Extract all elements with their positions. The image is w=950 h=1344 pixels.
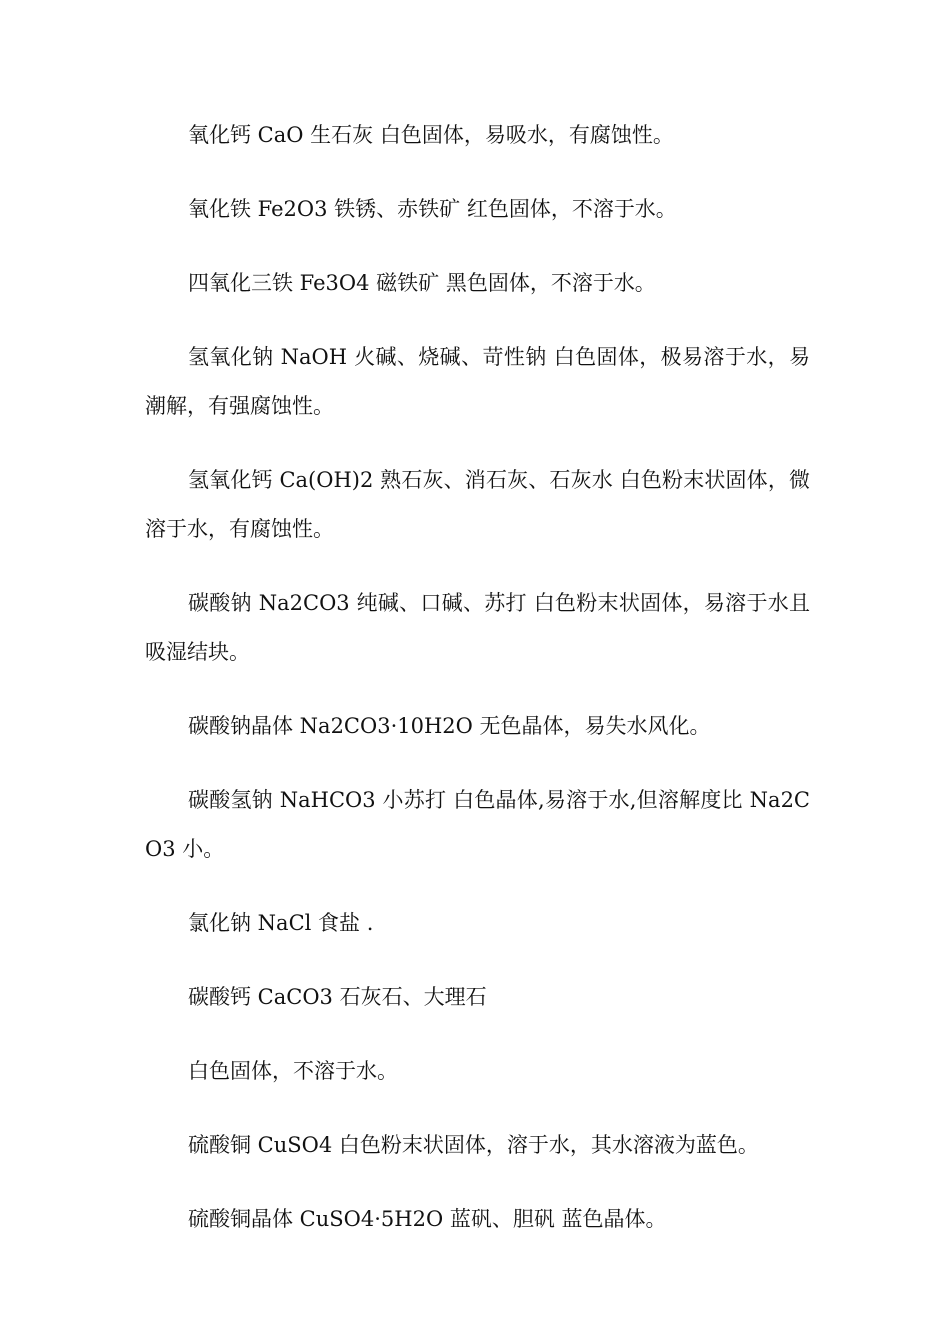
- paragraph-calcium-oxide: 氧化钙 CaO 生石灰 白色固体，易吸水，有腐蚀性。: [188, 123, 674, 147]
- paragraph-iron-oxide: 氧化铁 Fe2O3 铁锈、赤铁矿 红色固体，不溶于水。: [188, 197, 677, 221]
- paragraph-copper-sulfate-crystal: 硫酸铜晶体 CuSO4·5H2O 蓝矾、胆矾 蓝色晶体。: [188, 1207, 667, 1231]
- paragraph-calcium-carbonate: 碳酸钙 CaCO3 石灰石、大理石: [188, 985, 487, 1009]
- document-body: [145, 111, 810, 1269]
- paragraph-sodium-carbonate-crystal: 碳酸钠晶体 Na2CO3·10H2O 无色晶体，易失水风化。: [188, 714, 711, 738]
- paragraph-calcium-carbonate-properties: 白色固体，不溶于水。: [188, 1059, 398, 1083]
- paragraph-sodium-bicarbonate: 碳酸氢钠 NaHCO3 小苏打 白色晶体,易溶于水,但溶解度比 Na2CO3 小。: [145, 788, 810, 861]
- paragraph-magnetite: 四氧化三铁 Fe3O4 磁铁矿 黑色固体，不溶于水。: [188, 271, 656, 295]
- paragraph-sodium-hydroxide: 氢氧化钠 NaOH 火碱、烧碱、苛性钠 白色固体，极易溶于水，易潮解，有强腐蚀性。: [145, 345, 810, 418]
- paragraph-sodium-carbonate: 碳酸钠 Na2CO3 纯碱、口碱、苏打 白色粉末状固体，易溶于水且吸湿结块。: [145, 591, 810, 664]
- paragraph-sodium-chloride: 氯化钠 NaCl 食盐 .: [188, 911, 374, 935]
- paragraph-copper-sulfate: 硫酸铜 CuSO4 白色粉末状固体，溶于水，其水溶液为蓝色。: [188, 1133, 759, 1157]
- paragraph-calcium-hydroxide: 氢氧化钙 Ca(OH)2 熟石灰、消石灰、石灰水 白色粉末状固体，微溶于水，有腐蚀性。: [145, 468, 810, 541]
